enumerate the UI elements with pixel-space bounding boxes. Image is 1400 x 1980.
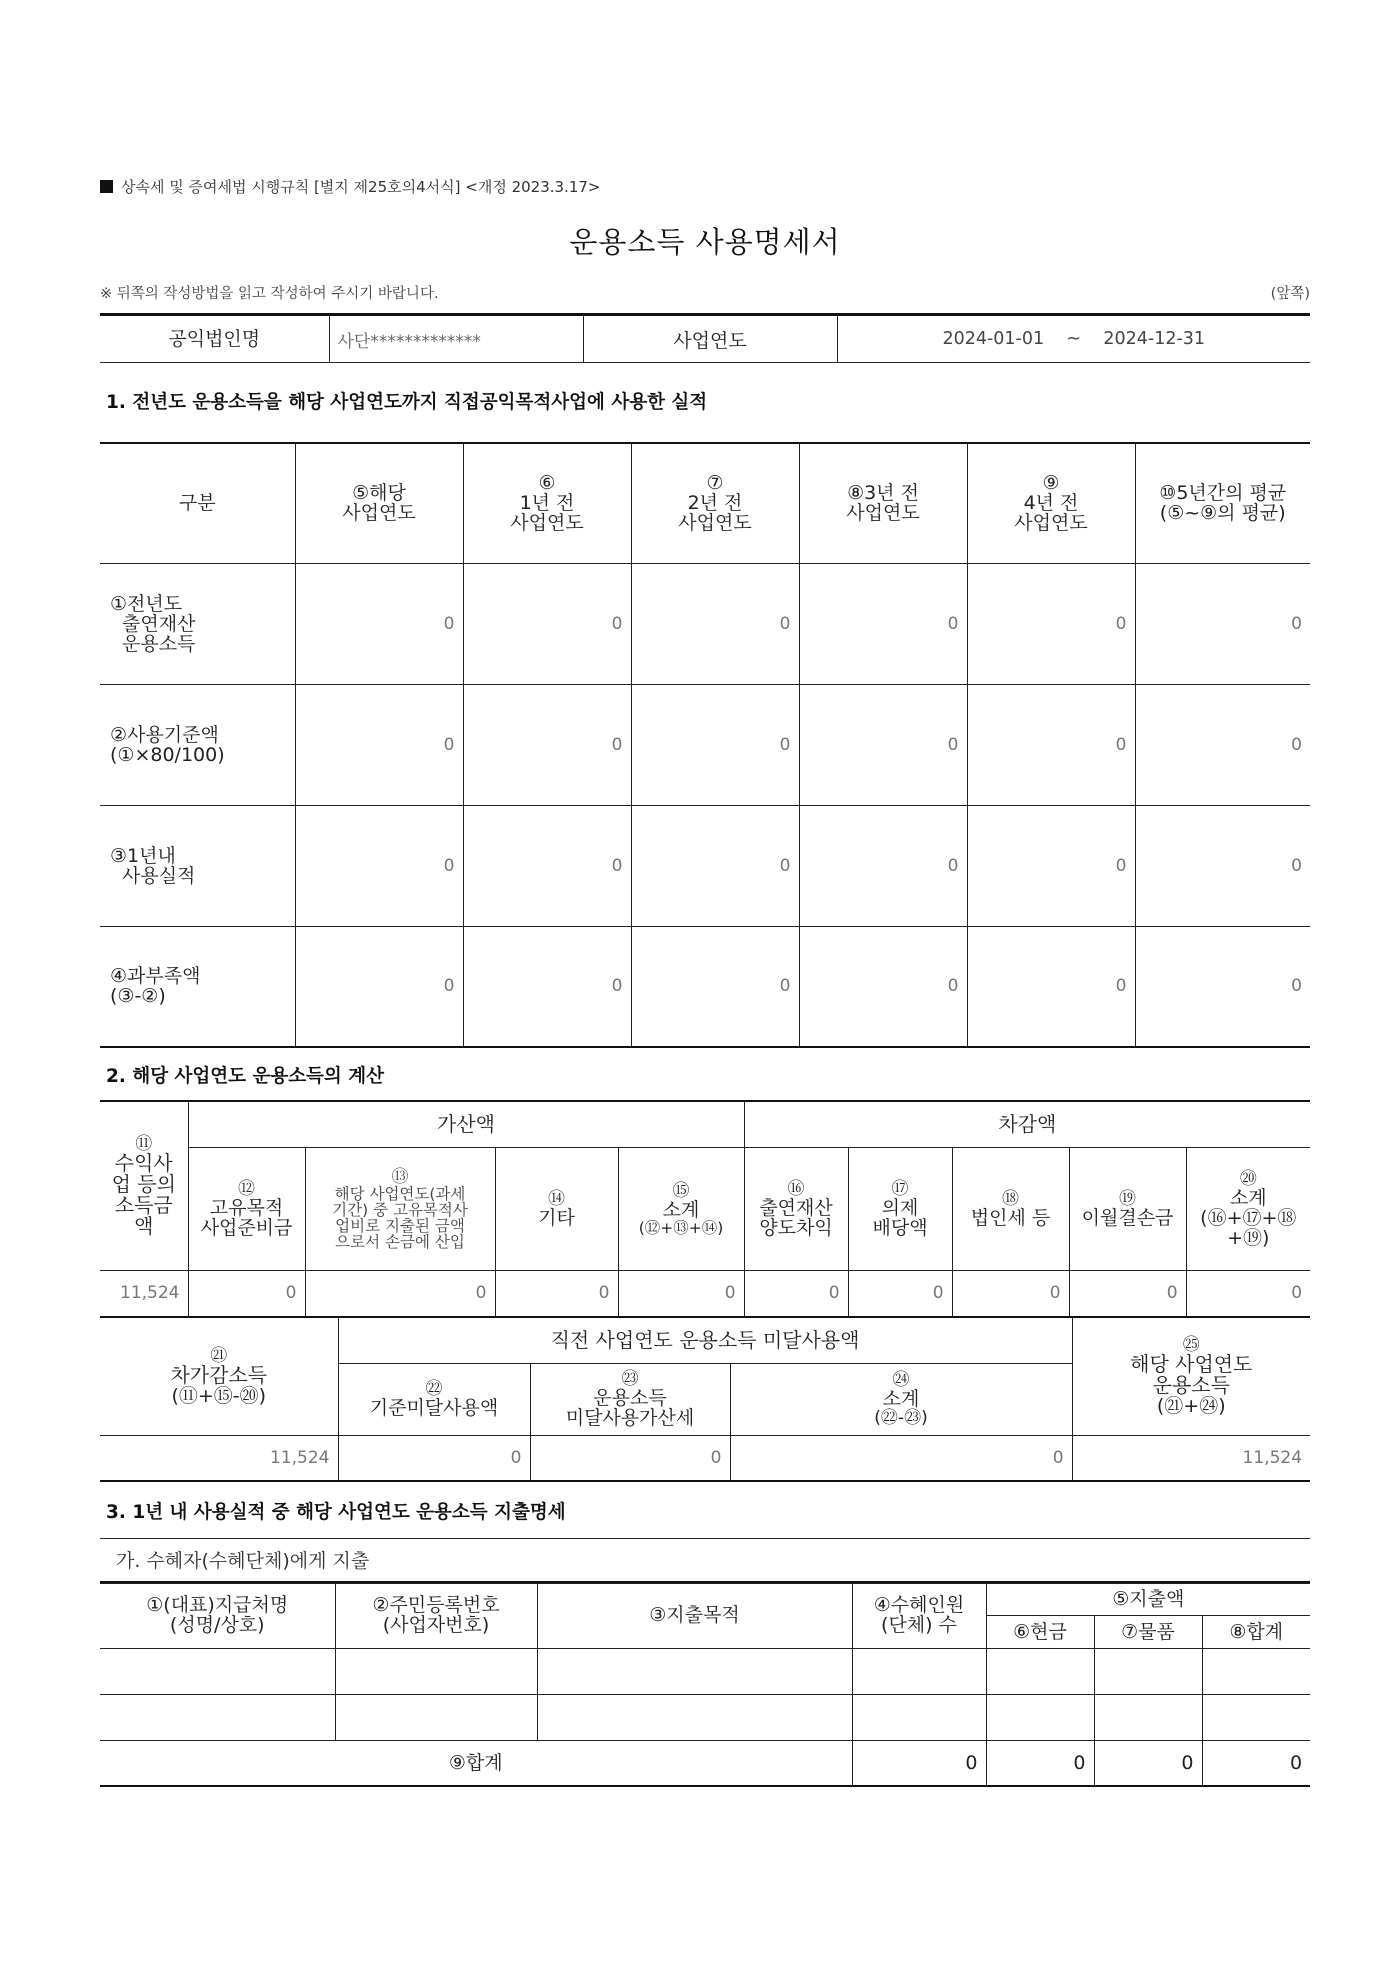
table-row: [100, 684, 1310, 805]
fiscal-year-start: 2024-01-01: [942, 329, 1045, 349]
table-cell: 0: [967, 563, 1135, 684]
row-label-line2: 출연재산: [122, 612, 196, 635]
col11-l4: 액: [134, 1213, 154, 1238]
col-2yr-num: ⑦: [706, 472, 724, 495]
goods-header: ⑦물품: [1094, 1615, 1202, 1648]
table-cell: 0: [188, 1270, 305, 1316]
col16-l1: 출연재산: [759, 1196, 833, 1219]
table-cell: 0: [799, 684, 967, 805]
row-label: [100, 684, 295, 805]
col11-l3: 소득금: [114, 1192, 173, 1217]
table-cell: 0: [848, 1270, 952, 1316]
table-cell: 0: [799, 563, 967, 684]
col17-l2: 배당액: [872, 1216, 928, 1239]
col23-l1: 운용소득: [593, 1387, 667, 1409]
col25-header: [1072, 1317, 1310, 1435]
col-5yr-bottom: (⑤~⑨의 평균): [1159, 502, 1286, 525]
table-cell: 0: [495, 1270, 618, 1316]
col-3yr-top: ⑧3년 전: [847, 482, 919, 505]
reg-number-l2: (사업자번호): [382, 1614, 490, 1637]
col-5yr-top: ⑩5년간의 평균: [1159, 482, 1287, 505]
corp-name-label: 공익법인명: [100, 315, 329, 363]
table-cell: 0: [338, 1435, 530, 1481]
table-row: [100, 805, 1310, 926]
table-cell[interactable]: [335, 1694, 537, 1740]
table-cell: 0: [952, 1270, 1069, 1316]
col11-header: [100, 1101, 188, 1270]
row-label-line3: 운용소득: [122, 632, 196, 655]
total-label: ⑨합계: [100, 1740, 852, 1786]
col12-header: [188, 1147, 305, 1270]
table-cell: 0: [463, 926, 631, 1047]
section1-table: [100, 442, 1310, 1048]
beneficiary-count-l2: (단체) 수: [881, 1614, 957, 1637]
col25-l2: 운용소득: [1152, 1373, 1230, 1398]
table-cell: 0: [295, 563, 463, 684]
fiscal-year-range: [837, 315, 1310, 363]
col23-header: [530, 1363, 730, 1435]
col-4yr-mid: 4년 전: [1023, 492, 1079, 515]
col25-num: ㉕: [1182, 1335, 1200, 1356]
table-cell: 0: [967, 805, 1135, 926]
table-row: [100, 563, 1310, 684]
table-row: [100, 926, 1310, 1047]
col15-num: ⑮: [672, 1180, 690, 1201]
col12-num: ⑫: [238, 1178, 255, 1199]
table-cell: 0: [1135, 684, 1310, 805]
table-cell: 0: [631, 805, 799, 926]
table-cell: 0: [295, 684, 463, 805]
col18-l1: 법인세 등: [970, 1206, 1051, 1229]
row-label-line1: ①전년도: [110, 592, 183, 615]
col17-header: [848, 1147, 952, 1270]
table-cell[interactable]: [852, 1648, 986, 1694]
payee-name-header: [100, 1582, 335, 1648]
table-cell: 0: [744, 1270, 848, 1316]
col-2yr-mid: 2년 전: [687, 492, 743, 515]
col17-num: ⑰: [891, 1178, 909, 1199]
table-cell: 0: [295, 926, 463, 1047]
unused-group-header: 직전 사업연도 운용소득 미달사용액: [338, 1317, 1072, 1363]
col19-l1: 이월결손금: [1081, 1206, 1174, 1229]
table-cell[interactable]: [852, 1694, 986, 1740]
col17-l1: 의제: [881, 1196, 919, 1219]
section2-table-1: [100, 1100, 1310, 1317]
col22-num: ㉒: [425, 1379, 443, 1399]
col-2yr-before: [631, 443, 799, 563]
cash-header: ⑥현금: [986, 1615, 1094, 1648]
table-cell: 0: [305, 1270, 495, 1316]
total-cell: 0: [1202, 1740, 1310, 1786]
total-cell: 0: [1094, 1740, 1202, 1786]
table-cell: 11,524: [100, 1270, 188, 1316]
col15-header: [618, 1147, 744, 1270]
col13-num: ⑬: [391, 1166, 409, 1187]
col13-l1: 해당 사업연도(과세: [334, 1184, 466, 1203]
row-label: [100, 563, 295, 684]
col21-num: ㉑: [210, 1345, 228, 1366]
col-4yr-bottom: 사업연도: [1014, 512, 1088, 535]
table-cell: 0: [1135, 805, 1310, 926]
table-cell[interactable]: [335, 1648, 537, 1694]
col15-l1: 소계: [662, 1198, 700, 1221]
table-cell[interactable]: [1094, 1648, 1202, 1694]
table-cell: 0: [463, 684, 631, 805]
table-cell: 0: [967, 926, 1135, 1047]
table-cell: 0: [799, 805, 967, 926]
col16-l2: 양도차익: [759, 1216, 833, 1239]
col18-num: ⑱: [1002, 1188, 1020, 1209]
row-label-line1: ④과부족액: [110, 965, 201, 988]
table-cell: 0: [730, 1435, 1072, 1481]
col22-header: [338, 1363, 530, 1435]
table-cell: 0: [1135, 563, 1310, 684]
fiscal-year-sep: ~: [1066, 329, 1082, 349]
total-row: [100, 1740, 1310, 1786]
col24-l2: (㉒-㉓): [874, 1408, 928, 1428]
col20-header: [1186, 1147, 1310, 1270]
col24-l1: 소계: [882, 1388, 920, 1410]
payee-name-l1: ①(대표)지급처명: [146, 1594, 289, 1617]
table-cell[interactable]: [100, 1694, 335, 1740]
table-cell: 0: [1069, 1270, 1186, 1316]
row-label-line1: ②사용기준액: [110, 723, 219, 746]
col-2yr-bottom: 사업연도: [678, 512, 752, 535]
table-cell[interactable]: [1202, 1648, 1310, 1694]
table-cell[interactable]: [100, 1648, 335, 1694]
section2-table-2: [100, 1316, 1310, 1482]
beneficiary-count-l1: ④수혜인원: [873, 1594, 965, 1617]
col13-l4: 으로서 손금에 산입: [335, 1232, 465, 1251]
row-header-label: 구분: [100, 443, 295, 563]
corp-name-value: 사단*************: [329, 315, 583, 363]
expenditure-header: ⑤지출액: [986, 1582, 1310, 1615]
row-label-line2: 사용실적: [122, 864, 196, 887]
table-cell: 0: [1135, 926, 1310, 1047]
col23-num: ㉓: [621, 1369, 639, 1389]
section1-header-row: [100, 443, 1310, 563]
col24-num: ㉔: [892, 1370, 910, 1390]
square-bullet-icon: [100, 180, 113, 193]
col16-num: ⑯: [787, 1178, 805, 1199]
col-3yr-bottom: 사업연도: [846, 502, 920, 525]
col14-l1: 기타: [538, 1206, 575, 1229]
col20-l3: +⑲): [1227, 1226, 1270, 1249]
table-cell: 0: [631, 926, 799, 1047]
table-row: [100, 1270, 1310, 1316]
col19-num: ⑲: [1119, 1188, 1137, 1209]
col-1yr-mid: 1년 전: [519, 492, 575, 515]
row-label: [100, 805, 295, 926]
table-row: [100, 1435, 1310, 1481]
col-1yr-bottom: 사업연도: [510, 512, 584, 535]
table-cell: 0: [463, 805, 631, 926]
table-cell[interactable]: [986, 1648, 1094, 1694]
row-label: [100, 926, 295, 1047]
table-cell: 0: [295, 805, 463, 926]
table-cell: 0: [967, 684, 1135, 805]
row-label-line1: ③1년내: [110, 844, 176, 867]
table-row: [100, 1648, 1310, 1694]
col20-l2: (⑯+⑰+⑱: [1200, 1206, 1297, 1229]
beneficiary-count-header: [852, 1582, 986, 1648]
table-cell[interactable]: [537, 1648, 852, 1694]
row-label-line2: (①×80/100): [110, 743, 225, 766]
col-4yr-num: ⑨: [1042, 472, 1060, 495]
col19-header: [1069, 1147, 1186, 1270]
table-cell: 0: [1186, 1270, 1310, 1316]
table-cell: 11,524: [1072, 1435, 1310, 1481]
purpose-header: ③지출목적: [537, 1582, 852, 1648]
col20-l1: 소계: [1229, 1186, 1267, 1209]
total-cell: 0: [986, 1740, 1094, 1786]
col-4yr-before: [967, 443, 1135, 563]
col16-header: [744, 1147, 848, 1270]
col11-num: ⑪: [135, 1133, 153, 1154]
col18-header: [952, 1147, 1069, 1270]
sub-group-header: 차감액: [744, 1101, 1310, 1147]
col13-l2: 기간) 중 고유목적사: [332, 1200, 468, 1219]
section3-title: 3. 1년 내 사용실적 중 해당 사업연도 운용소득 지출명세: [106, 1502, 566, 1523]
col-3yr-before: [799, 443, 967, 563]
table-cell[interactable]: [537, 1694, 852, 1740]
table-cell[interactable]: [986, 1694, 1094, 1740]
col-5yr-average: [1135, 443, 1310, 563]
col-current-year-bottom: 사업연도: [342, 502, 416, 525]
col-1yr-before: [463, 443, 631, 563]
fiscal-year-label: 사업연도: [583, 315, 837, 363]
col24-header: [730, 1363, 1072, 1435]
col-current-year: [295, 443, 463, 563]
col23-l2: 미달사용가산세: [565, 1407, 695, 1429]
col-1yr-num: ⑥: [538, 472, 556, 495]
col13-header: [305, 1147, 495, 1270]
info-table: [100, 313, 1310, 363]
section2-title: 2. 해당 사업연도 운용소득의 계산: [106, 1066, 384, 1087]
section3-subtitle-bar: [100, 1538, 1310, 1584]
col15-l2: (⑫+⑬+⑭): [638, 1218, 724, 1237]
col21-header: [100, 1317, 338, 1435]
col21-l1: 차가감소득: [170, 1362, 268, 1387]
legal-reference-text: 상속세 및 증여세법 시행규칙 [별지 제25호의4서식] <개정 2023.3.17>: [121, 178, 601, 196]
table-cell[interactable]: [1094, 1694, 1202, 1740]
total-cell: 0: [852, 1740, 986, 1786]
col13-l3: 업비로 지출된 금액: [335, 1216, 465, 1235]
col20-num: ⑳: [1239, 1168, 1257, 1189]
reg-number-header: [335, 1582, 537, 1648]
document-title: 운용소득 사용명세서: [569, 225, 841, 259]
page-side-label: (앞쪽): [1270, 286, 1310, 302]
section3-table: [100, 1581, 1310, 1787]
col-current-year-top: ⑤해당: [352, 482, 406, 505]
col21-l2: (⑪+⑮-⑳): [171, 1384, 267, 1407]
col14-header: [495, 1147, 618, 1270]
row-label-line2: (③-②): [110, 985, 166, 1008]
table-cell: 0: [631, 563, 799, 684]
col25-l3: (㉑+㉔): [1156, 1395, 1226, 1418]
col14-num: ⑭: [548, 1188, 565, 1209]
legal-reference: [100, 176, 600, 197]
sum-header: ⑧합계: [1202, 1615, 1310, 1648]
section3-subtitle: 가. 수혜자(수혜단체)에게 지출: [116, 1550, 370, 1572]
table-row: [100, 1694, 1310, 1740]
col11-l1: 수익사: [114, 1150, 173, 1175]
table-cell: 11,524: [100, 1435, 338, 1481]
col12-l1: 고유목적: [209, 1196, 284, 1219]
col25-l1: 해당 사업연도: [1130, 1352, 1253, 1377]
add-group-header: 가산액: [188, 1101, 744, 1147]
col11-l2: 업 등의: [111, 1171, 176, 1196]
fiscal-year-end: 2024-12-31: [1103, 329, 1206, 349]
col22-l1: 기준미달사용액: [369, 1397, 499, 1419]
table-cell: 0: [530, 1435, 730, 1481]
reg-number-l1: ②주민등록번호: [372, 1594, 500, 1617]
payee-name-l2: (성명/상호): [169, 1614, 265, 1637]
table-cell[interactable]: [1202, 1694, 1310, 1740]
table-cell: 0: [799, 926, 967, 1047]
table-cell: 0: [618, 1270, 744, 1316]
instruction-note: ※ 뒤쪽의 작성방법을 읽고 작성하여 주시기 바랍니다.: [100, 286, 439, 302]
col12-l2: 사업준비금: [200, 1216, 293, 1239]
table-cell: 0: [463, 563, 631, 684]
section1-title: 1. 전년도 운용소득을 해당 사업연도까지 직접공익목적사업에 사용한 실적: [106, 392, 708, 413]
table-cell: 0: [631, 684, 799, 805]
